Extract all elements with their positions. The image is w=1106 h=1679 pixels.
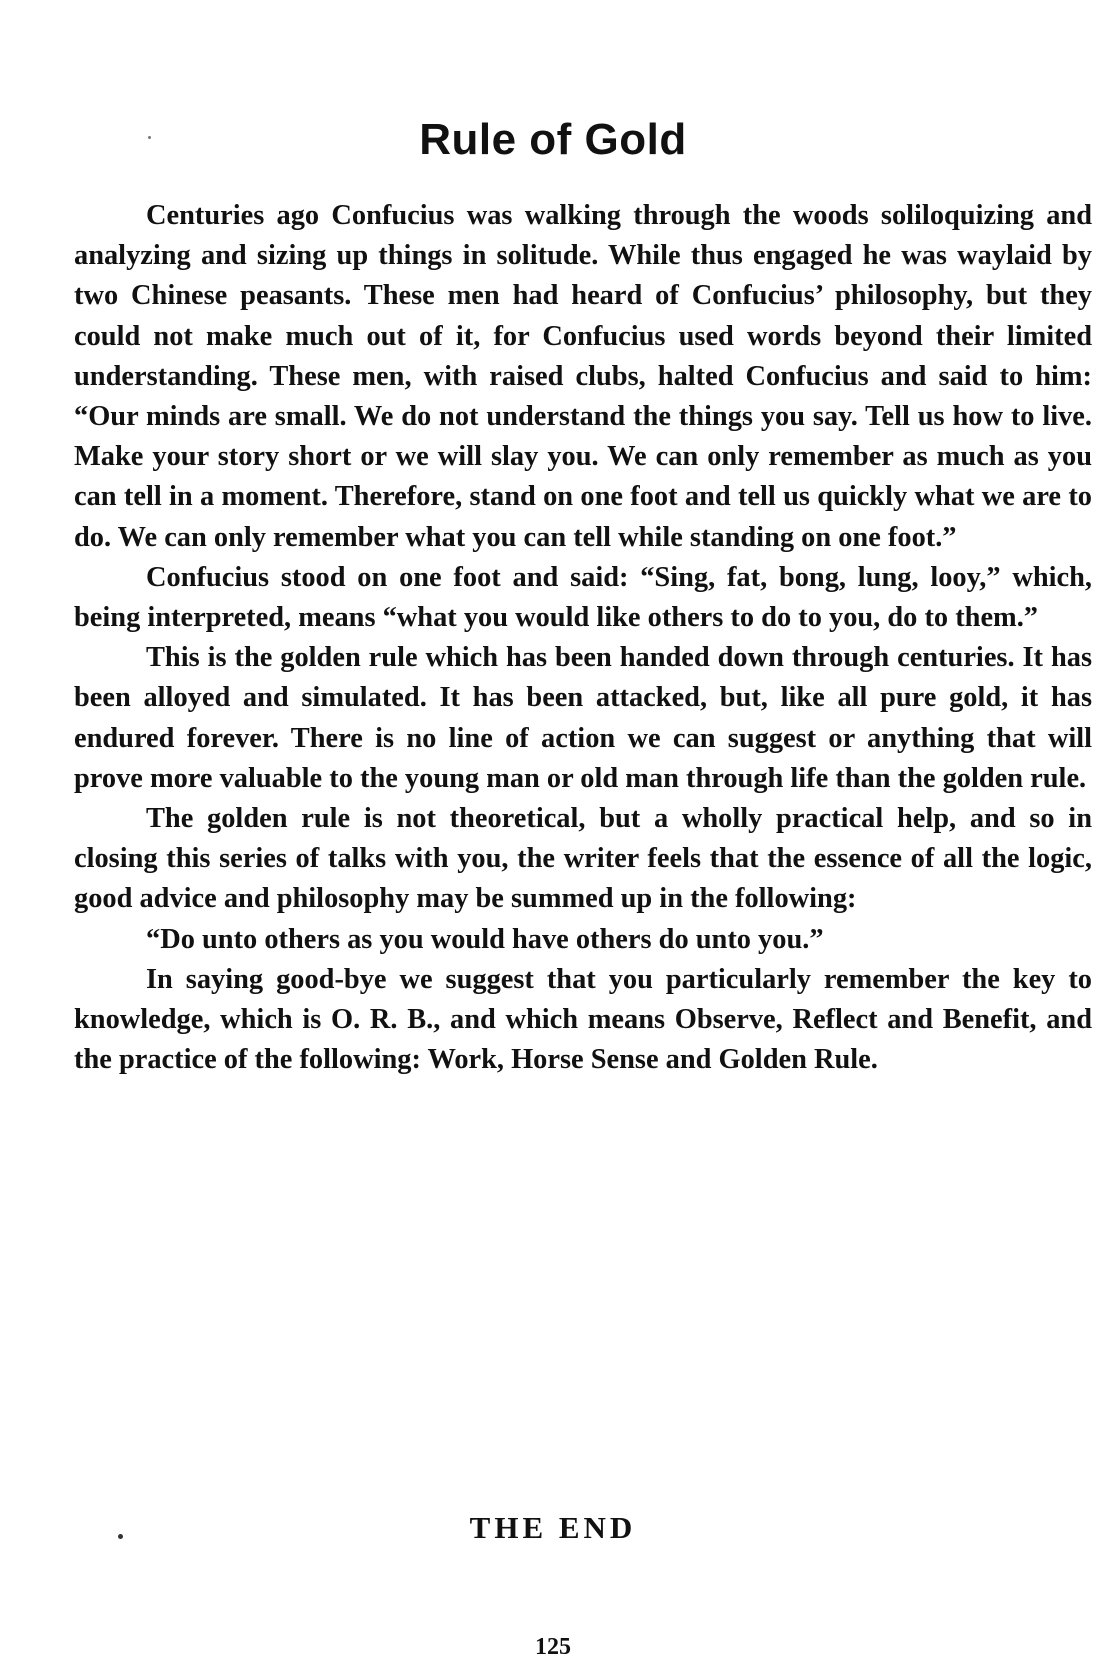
- paragraph: Centuries ago Confucius was walking through the woods soliloquizing and analyzing and sizing up things in solitude. While thus engaged he was waylaid by two Chinese peasants. These men had heard of Confucius’ philosophy, but they could not make much out of it, for Confucius used words beyond their limited understanding. These men, with raised clubs, halted Confucius and said to him: “Our minds are small. We do not understand the things you say. Tell us how to live. Make your story short or we will slay you. We can only remember as much as you can tell in a moment. Therefore, stand on one foot and tell us quickly what we are to do. We can only remember what you can tell while standing on one foot.”: [74, 200, 1092, 553]
- chapter-title: Rule of Gold: [419, 115, 687, 164]
- page-number: 125: [535, 1634, 571, 1660]
- paragraph: Confucius stood on one foot and said: “Sing, fat, bong, lung, looy,” which, being interpreted, means “what you would like others to do to you, do to them.”: [74, 561, 1092, 634]
- paragraph: In saying good-bye we suggest that you particularly remember the key to knowledge, which is O. R. B., and which means Observe, Reflect and Benefit, and the practice of the following: Work, Horse Sense and Golden Rule.: [74, 963, 1092, 1076]
- ink-speck: [148, 136, 151, 139]
- the-end-heading: THE END: [469, 1510, 637, 1545]
- paragraph: This is the golden rule which has been handed down through centuries. It has been alloyed and simulated. It has been attacked, but, like all pure gold, it has endured forever. There is no line of action we can suggest or anything that will prove more valuable to the young man or old man through life than the golden rule.: [74, 642, 1092, 794]
- quote-paragraph: “Do unto others as you would have others do unto you.”: [146, 923, 824, 955]
- body-text: [74, 196, 1092, 1080]
- paragraph: The golden rule is not theoretical, but a wholly practical help, and so in closing this series of talks with you, the writer feels that the essence of all the logic, good advice and philosophy may be summed up in the following:: [74, 803, 1092, 915]
- ink-speck: [118, 1534, 123, 1539]
